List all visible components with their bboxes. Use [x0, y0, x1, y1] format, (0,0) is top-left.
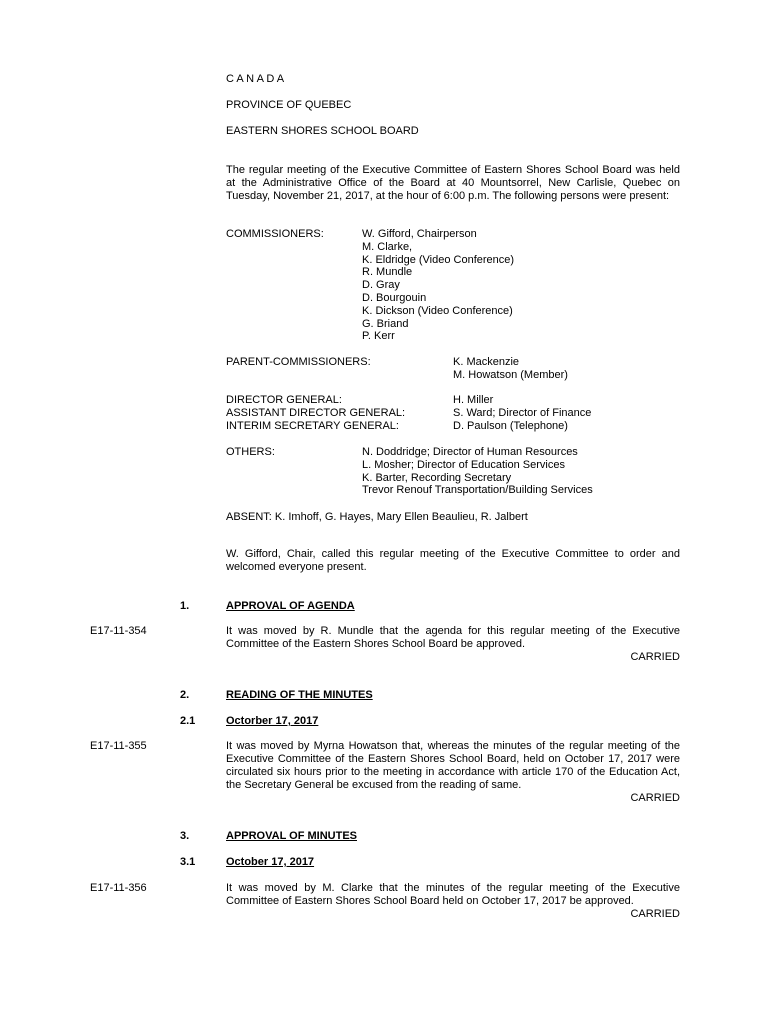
subsection-title: October 17, 2017	[226, 856, 315, 868]
secretary-general-label: INTERIM SECRETARY GENERAL:	[226, 419, 399, 432]
commissioner-name: R. Mundle	[362, 266, 413, 279]
other-attendee: L. Mosher; Director of Education Services	[362, 458, 565, 471]
secretary-general-name: D. Paulson (Telephone)	[453, 419, 568, 432]
subsection-title: Octorber 17, 2017	[226, 715, 319, 727]
section-title: APPROVAL OF MINUTES	[226, 830, 357, 842]
commissioner-name: D. Bourgouin	[362, 291, 427, 304]
motion-reference: E17-11-356	[90, 882, 147, 894]
intro-paragraph: The regular meeting of the Executive Committee of Eastern Shores School Board was held at the Administrative Office of the Board at 40 Mountsorrel, New Carlisle, Quebec on Tuesday, November 21, 2017, at the hour of 6:00 p.m. The following persons were present:	[226, 164, 680, 202]
director-labels	[226, 394, 405, 432]
motion-text: It was moved by Myrna Howatson that, whereas the minutes of the regular meeting of the Executive Committee of the Eastern Shores School Board, held on October 17, 2017 were circulated six hours prior to the meeting in accordance with article 170 of the Education Act, the Secretary General be excused from the reading of same.	[226, 740, 680, 791]
other-attendee: K. Barter, Recording Secretary	[362, 471, 512, 484]
opening-paragraph: W. Gifford, Chair, called this regular meeting of the Executive Committee to order and welcomed everyone present.	[226, 548, 680, 573]
other-attendee: Trevor Renouf Transportation/Building Services	[362, 484, 593, 497]
parent-commissioner-name: M. Howatson (Member)	[453, 368, 568, 381]
director-general-label: DIRECTOR GENERAL:	[226, 394, 342, 406]
commissioner-name: K. Eldridge (Video Conference)	[362, 253, 515, 266]
commissioners-label: COMMISSIONERS:	[226, 228, 324, 240]
absent-line: ABSENT: K. Imhoff, G. Hayes, Mary Ellen Beaulieu, R. Jalbert	[226, 511, 528, 523]
director-names	[453, 394, 591, 432]
commissioner-name: D. Gray	[362, 279, 400, 292]
commissioner-name: W. Gifford, Chairperson	[362, 228, 477, 240]
parent-commissioner-name: K. Mackenzie	[453, 356, 520, 368]
others-list	[362, 446, 593, 497]
motion-result: CARRIED	[630, 651, 680, 663]
motion-result: CARRIED	[630, 908, 680, 920]
subsection-number: 3.1	[180, 856, 196, 868]
commissioner-name: G. Briand	[362, 317, 409, 330]
country-heading: C A N A D A	[226, 73, 285, 85]
others-label: OTHERS:	[226, 446, 275, 458]
motion-text: It was moved by R. Mundle that the agenda for this regular meeting of the Executive Committee of the Eastern Shores School Board be approved.	[226, 625, 680, 650]
section-number: 2.	[180, 689, 190, 701]
parent-commissioners-list	[453, 356, 568, 382]
commissioner-name: M. Clarke,	[362, 240, 413, 253]
assistant-director-name: S. Ward; Director of Finance	[453, 406, 592, 419]
motion-text: It was moved by M. Clarke that the minutes of the regular meeting of the Executive Committee of Eastern Shores School Board held on October 17, 2017 be approved.	[226, 882, 680, 907]
parent-commissioners-label: PARENT-COMMISSIONERS:	[226, 356, 371, 368]
section-title: READING OF THE MINUTES	[226, 689, 373, 701]
commissioner-name: K. Dickson (Video Conference)	[362, 304, 513, 317]
section-number: 1.	[180, 600, 190, 612]
commissioners-list	[362, 228, 514, 343]
assistant-director-label: ASSISTANT DIRECTOR GENERAL:	[226, 406, 406, 419]
director-general-name: H. Miller	[453, 394, 494, 406]
section-title: APPROVAL OF AGENDA	[226, 600, 355, 612]
province-heading: PROVINCE OF QUEBEC	[226, 99, 352, 111]
commissioner-name: P. Kerr	[362, 330, 395, 343]
motion-result: CARRIED	[630, 792, 680, 804]
motion-reference: E17-11-355	[90, 740, 147, 752]
subsection-number: 2.1	[180, 715, 196, 727]
other-attendee: N. Doddridge; Director of Human Resources	[362, 446, 578, 458]
section-number: 3.	[180, 830, 190, 842]
school-board-heading: EASTERN SHORES SCHOOL BOARD	[226, 125, 419, 137]
motion-reference: E17-11-354	[90, 625, 147, 637]
